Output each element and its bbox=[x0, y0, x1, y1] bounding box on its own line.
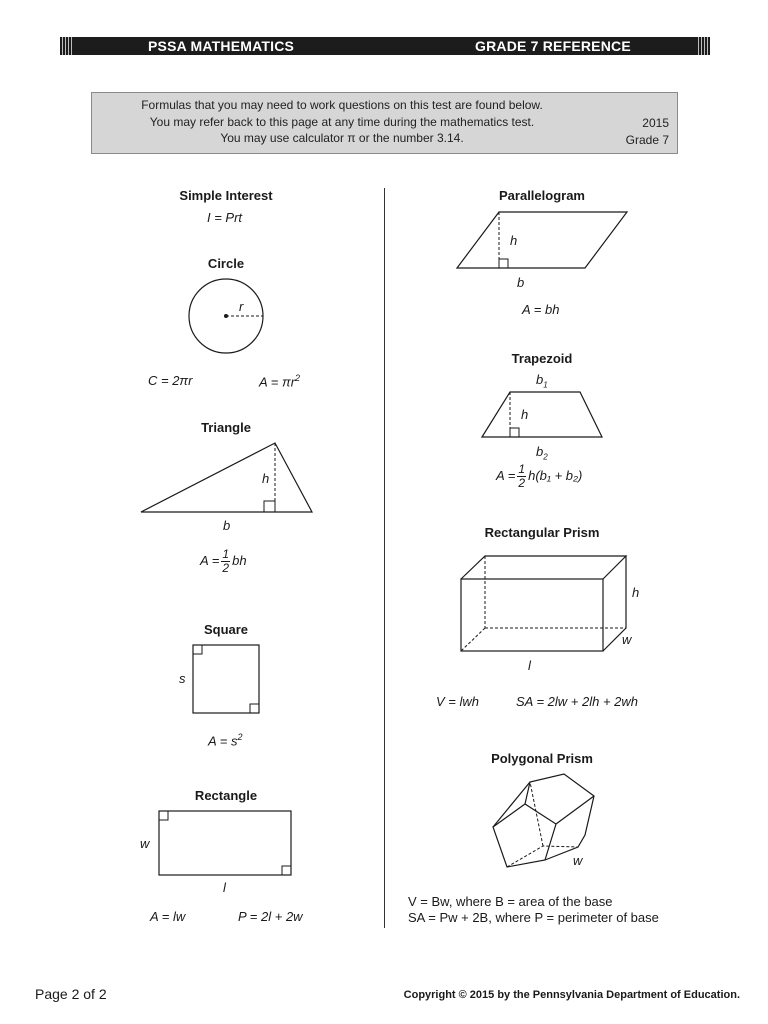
rectangle-area-formula: A = lw bbox=[150, 909, 186, 924]
circle-radius-label: r bbox=[239, 299, 244, 314]
instruction-line-3: You may use calculator π or the number 3.14. bbox=[220, 131, 464, 145]
rect-prism-width-label: w bbox=[622, 632, 632, 647]
trapezoid-frac-num: 1 bbox=[518, 462, 526, 476]
parallelogram-right-angle bbox=[499, 259, 508, 268]
column-divider bbox=[384, 188, 385, 928]
rectangle-figure bbox=[158, 810, 294, 878]
trapezoid-a-eq: A = bbox=[496, 467, 516, 483]
square-area-exponent: 2 bbox=[237, 732, 243, 742]
triangle-formula bbox=[200, 548, 247, 575]
poly-prism-volume-formula: V = Bw, where B = area of the base bbox=[408, 894, 613, 909]
circle-area-exponent: 2 bbox=[295, 373, 301, 383]
poly-prism-back-edges bbox=[525, 774, 594, 860]
circle-area-formula bbox=[259, 373, 300, 389]
instruction-line-2: You may refer back to this page at any time during the mathematics test. bbox=[149, 114, 535, 129]
rectangle-width-label: w bbox=[140, 836, 150, 851]
banner-title-right: GRADE 7 REFERENCE bbox=[475, 38, 631, 54]
trapezoid-formula bbox=[496, 463, 582, 490]
trapezoid-bottom-base-label bbox=[536, 444, 548, 462]
instructions-box bbox=[91, 92, 678, 154]
trapezoid-height-label: h bbox=[521, 407, 529, 422]
rectangle-corner-top-left bbox=[159, 811, 168, 820]
square-side-label: s bbox=[179, 671, 186, 686]
triangle-figure bbox=[140, 440, 315, 515]
trapezoid-b1-subscript: 1 bbox=[543, 380, 548, 390]
parallelogram-outline bbox=[457, 212, 627, 268]
rectangle-perimeter-formula: P = 2l + 2w bbox=[238, 909, 303, 924]
circle-circumference-formula: C = 2πr bbox=[148, 373, 193, 388]
poly-prism-hidden-edges bbox=[507, 846, 578, 867]
square-area-base: A = s bbox=[208, 733, 238, 749]
grade-text: Grade 7 bbox=[625, 132, 669, 147]
rectangle-corner-bottom-right bbox=[282, 866, 291, 875]
year-text: 2015 bbox=[642, 116, 669, 130]
rect-prism-height-label: h bbox=[632, 585, 640, 600]
rect-prism-front-face bbox=[461, 579, 603, 651]
rect-prism-volume-formula: V = lwh bbox=[436, 694, 479, 709]
poly-prism-title: Polygonal Prism bbox=[491, 751, 593, 766]
triangle-tail: bh bbox=[232, 552, 247, 568]
rect-prism-surface-area-formula: SA = 2lw + 2lh + 2wh bbox=[516, 694, 639, 709]
trapezoid-frac-den: 2 bbox=[518, 476, 526, 490]
square-formula bbox=[208, 732, 243, 748]
poly-prism-figure bbox=[490, 772, 600, 878]
poly-prism-front-pentagon bbox=[493, 804, 556, 867]
triangle-frac-num: 1 bbox=[222, 547, 230, 561]
trapezoid-fraction bbox=[517, 463, 526, 490]
trapezoid-figure bbox=[480, 390, 605, 440]
trapezoid-tail: h(b₁ + b₂) bbox=[528, 467, 583, 483]
triangle-outline bbox=[141, 443, 312, 512]
copyright-notice: Copyright © 2015 by the Pennsylvania Department of Education. bbox=[403, 989, 740, 1001]
rect-prism-title: Rectangular Prism bbox=[484, 525, 600, 540]
square-figure bbox=[192, 644, 262, 716]
banner-edge-right bbox=[696, 37, 710, 55]
parallelogram-base-label: b bbox=[517, 275, 525, 290]
poly-prism-width-label: w bbox=[573, 853, 583, 868]
parallelogram-height-label: h bbox=[510, 233, 518, 248]
square-corner-top-left bbox=[193, 645, 202, 654]
poly-prism-surface-area-formula: SA = Pw + 2B, where P = perimeter of base bbox=[408, 910, 659, 925]
triangle-height-label: h bbox=[262, 471, 270, 486]
rectangle-outline bbox=[159, 811, 291, 875]
circle-title: Circle bbox=[207, 256, 245, 271]
trapezoid-outline bbox=[482, 392, 602, 437]
triangle-fraction bbox=[221, 548, 230, 575]
trapezoid-right-angle bbox=[510, 428, 519, 437]
triangle-title: Triangle bbox=[201, 420, 251, 435]
trapezoid-b2: b bbox=[536, 444, 544, 459]
triangle-frac-den: 2 bbox=[222, 561, 230, 575]
instructions-text bbox=[92, 97, 592, 147]
rect-prism-length-label: l bbox=[528, 658, 531, 673]
parallelogram-formula: A = bh bbox=[522, 302, 560, 317]
trapezoid-b1: b bbox=[536, 372, 544, 387]
triangle-a-eq: A = bbox=[200, 552, 220, 568]
parallelogram-title: Parallelogram bbox=[499, 188, 585, 203]
simple-interest-title: Simple Interest bbox=[179, 188, 273, 203]
header-banner bbox=[60, 37, 710, 55]
rectangle-length-label: l bbox=[223, 880, 226, 895]
page-number: Page 2 of 2 bbox=[35, 986, 107, 1002]
rectangle-title: Rectangle bbox=[194, 788, 258, 803]
circle-area-base: A = πr bbox=[259, 374, 296, 390]
rect-prism-top-edges bbox=[461, 556, 626, 579]
rect-prism-figure bbox=[460, 554, 628, 654]
square-outline bbox=[193, 645, 259, 713]
rect-prism-hidden-diagonal bbox=[461, 628, 485, 651]
banner-edge-left bbox=[60, 37, 74, 55]
square-corner-bottom-right bbox=[250, 704, 259, 713]
triangle-right-angle bbox=[264, 501, 275, 512]
banner-title-left: PSSA MATHEMATICS bbox=[148, 38, 295, 54]
trapezoid-top-base-label bbox=[536, 372, 548, 390]
trapezoid-b2-subscript: 2 bbox=[543, 452, 548, 462]
instruction-line-1: Formulas that you may need to work questions on this test are found below. bbox=[141, 98, 543, 112]
year-grade bbox=[626, 115, 669, 148]
parallelogram-figure bbox=[455, 210, 630, 270]
square-title: Square bbox=[203, 622, 249, 637]
simple-interest-formula: I = Prt bbox=[207, 210, 243, 225]
triangle-base-label: b bbox=[223, 518, 231, 533]
circle-figure bbox=[188, 278, 268, 358]
trapezoid-title: Trapezoid bbox=[511, 351, 573, 366]
